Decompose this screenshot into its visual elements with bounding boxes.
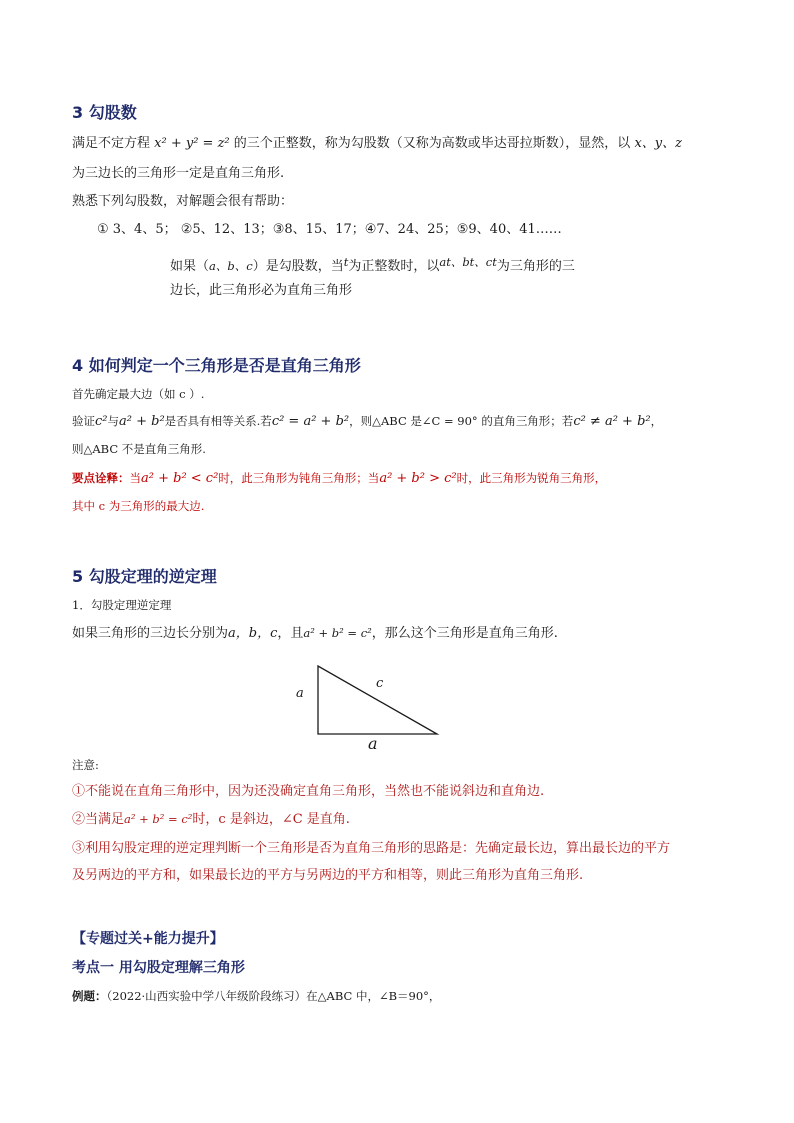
variables: a，b，c [228,626,278,641]
note-1: ①不能说在直角三角形中，因为还没确定直角三角形，当然也不能说斜边和直角边. [72,784,545,799]
note-label: 要点诠释： [72,471,130,485]
s4-para-1: 首先确定最大边（如 c ）. [72,387,205,401]
note-3-line-1: ③利用勾股定理的逆定理判断一个三角形是否为直角三角形的思路是：先确定最长边，算出最长边的平方 [72,841,671,856]
equation: c² [95,414,108,429]
key-point-1: 考点一 用勾股定理解三角形 [72,960,245,976]
equation: x² + y² = z² [154,136,230,151]
figure-label-left: a [296,686,304,701]
section-5-heading: 5 勾股定理的逆定理 [72,567,217,586]
text: 如果三角形的三边长分别为 [72,626,229,641]
section-3-heading: 3 勾股数 [72,103,137,122]
text: ，且 [277,626,304,641]
equation: a² + b² > c² [379,471,457,486]
text: 是否具有相等关系.若 [164,414,272,428]
notes-title: 注意: [72,758,99,772]
note-2 [72,812,350,828]
text: 满足不定方程 [72,136,151,151]
text: 的三个正整数，称为勾股数（又称为高数或毕达哥拉斯数），显然，以 [233,136,631,151]
equation: a² + b² [119,414,165,429]
equation: c² ≠ a² + b² [573,414,651,429]
variables: a、b、c [209,259,253,273]
equation: c² = a² + b² [271,414,350,429]
text: ，那么这个三角形是直角三角形. [371,626,558,641]
text: 为正整数时，以 [348,259,440,274]
text: ）是勾股数，当 [252,259,344,274]
key-note [72,471,606,487]
s3-para-4 [170,255,575,275]
example-line [72,989,440,1003]
s5-para-1 [72,626,558,642]
s4-para-2 [72,414,662,430]
key-note-2: 其中 c 为三角形的最大边. [72,499,205,513]
special-topic-title: 【专题过关+能力提升】 [72,931,224,947]
text: ②当满足 [72,812,125,827]
text: 与 [107,414,119,428]
variable: t [343,255,349,269]
s4-para-3: 则△ABC 不是直角三角形. [72,442,206,456]
text: ， [650,414,663,428]
text: 时，c 是斜边，∠C 是直角. [192,812,350,827]
figure-label-hypotenuse: c [376,676,384,691]
text: 如果（ [170,259,210,274]
example-text: （2022·山西实验中学八年级阶段练习）在△ABC 中，∠B＝90°， [106,989,441,1003]
s3-para-2: 为三边长的三角形一定是直角三角形. [72,166,285,181]
text: 当 [129,471,141,485]
example-label: 例题： [72,989,107,1003]
variables: at、bt、ct [439,255,497,269]
variables: x、y、z [634,136,682,151]
section-4-heading: 4 如何判定一个三角形是否是直角三角形 [72,356,361,375]
equation: a² + b² < c² [141,471,219,486]
text: 时，此三角形为锐角三角形， [456,471,607,485]
text: 验证 [72,414,95,428]
s3-para-5: 边长，此三角形必为直角三角形 [170,283,353,298]
text: 时，此三角形为钝角三角形；当 [218,471,380,485]
equation: a² + b² = c² [124,812,193,826]
s3-para-1 [72,136,682,152]
pythagorean-triples-list: ① 3、4、5； ②5、12、13；③8、15、17；④7、24、25；⑤9、40、41…… [97,222,562,237]
s5-subheading: 1．勾股定理逆定理 [72,598,172,612]
text: 为三角形的三 [496,259,575,274]
s3-para-3: 熟悉下列勾股数，对解题会很有帮助： [72,194,294,209]
equation: a² + b² = c² [303,626,372,640]
note-3-line-2: 及另两边的平方和，如果最长边的平方与另两边的平方和相等，则此三角形为直角三角形. [72,868,584,883]
text: ，则△ABC 是∠C = 90° 的直角三角形；若 [349,414,574,428]
figure-label-bottom: a [368,734,378,753]
